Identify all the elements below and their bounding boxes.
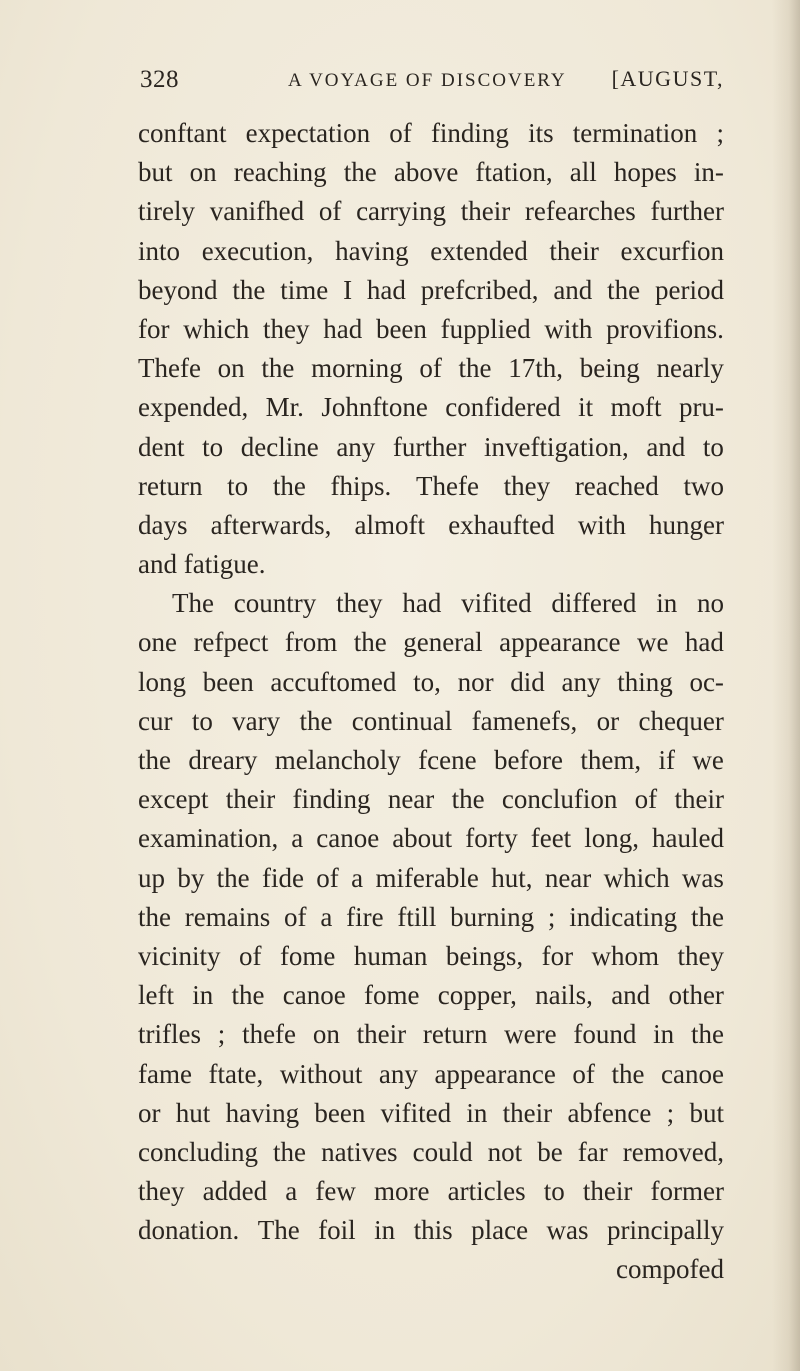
text-line: one refpect from the general appearance we had (138, 627, 724, 658)
text-line: they added a few more articles to their former (138, 1176, 724, 1207)
text-line: but on reaching the above ftation, all hopes in- (138, 157, 724, 188)
text-line: into execution, having extended their excurfion (138, 235, 724, 266)
text-line: for which they had been fupplied with provifions. (138, 313, 724, 344)
text-line: long been accuftomed to, nor did any thing oc- (138, 666, 724, 697)
running-header (140, 66, 724, 102)
text-line: The country they had vifited differed in no (172, 588, 724, 619)
text-line: days afterwards, almoft exhaufted with hunger (138, 509, 724, 540)
page-edge-shadow (772, 0, 800, 1371)
text-line: conftant expectation of finding its termination ; (138, 118, 724, 148)
page-number: 328 (140, 66, 179, 93)
text-line: left in the canoe fome copper, nails, and other (138, 980, 724, 1011)
text-line: the dreary melancholy fcene before them, if we (138, 745, 724, 775)
text-line: tirely vanifhed of carrying their refearches further (138, 196, 724, 227)
running-date: [AUGUST, (611, 66, 724, 91)
text-line: expended, Mr. Johnftone confidered it moft pru- (138, 392, 724, 423)
text-line: concluding the natives could not be far removed, (138, 1136, 724, 1167)
text-line: donation. The foil in this place was principally (138, 1215, 724, 1246)
text-line: beyond the time I had prefcribed, and the period (138, 274, 724, 305)
text-line: vicinity of fome human beings, for whom they (138, 940, 724, 971)
text-line: or hut having been vifited in their abfence ; but (138, 1097, 724, 1128)
text-line: the remains of a fire ftill burning ; indicating the (138, 901, 724, 932)
text-line: and fatigue. (138, 549, 266, 580)
text-line: trifles ; thefe on their return were found in the (138, 1019, 724, 1050)
text-line: cur to vary the continual famenefs, or chequer (138, 705, 724, 736)
text-line: examination, a canoe about forty feet long, hauled (138, 823, 724, 854)
text-line: Thefe on the morning of the 17th, being nearly (138, 353, 724, 384)
catchword: compofed (616, 1254, 724, 1285)
body-text (138, 114, 724, 1290)
running-title: A VOYAGE OF DISCOVERY (288, 70, 567, 91)
text-line: except their finding near the conclufion of their (138, 784, 724, 815)
text-line: dent to decline any further inveftigation, and to (138, 431, 724, 462)
text-line: fame ftate, without any appearance of the canoe (138, 1058, 724, 1089)
text-line: return to the fhips. Thefe they reached two (138, 470, 724, 501)
text-line: up by the fide of a miferable hut, near which was (138, 862, 724, 893)
